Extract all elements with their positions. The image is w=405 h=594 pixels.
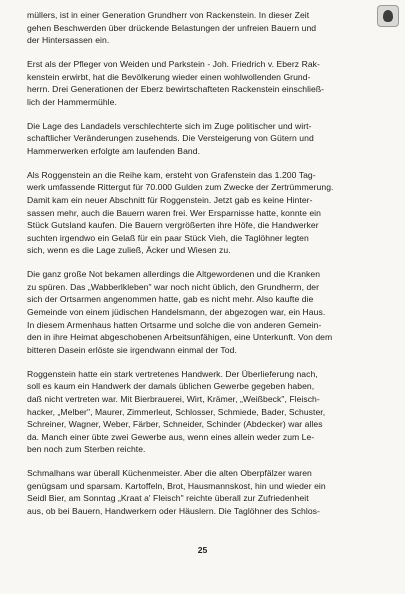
paragraph-5: [27, 268, 365, 356]
text-line: In diesem Armenhaus hatten Ortsarme und solche die von anderen Gemein-: [27, 319, 322, 330]
text-line: Roggenstein hatte ein stark vertretenes Handwerk. Der Überlieferung nach,: [27, 368, 318, 379]
paragraph-2: [27, 58, 365, 108]
text-line: soll es kaum ein Handwerk der damals üblichen Gewerbe gegeben haben,: [27, 381, 315, 392]
text-line: da. Manch einer übte zwei Gewerbe aus, wenn eines allein weder zum Le-: [27, 431, 315, 442]
text-line: Stück Gutsland kaufen. Die Bauern vergrößerten ihre Höfe, die Handwerker: [27, 220, 319, 231]
text-line: aus, ob bei Bauern, Handwerkern oder Häuslern. Die Taglöhner des Schlos-: [27, 505, 320, 516]
text-line: den in ihre Heimat abgeschobenen Arbeitsunfähigen, eine Unterkunft. Von dem: [27, 332, 333, 343]
text-line: sich, wenn es die Lage zuließ, Äcker und Wiesen zu.: [27, 245, 231, 256]
text-line: Schmalhans war überall Küchenmeister. Aber die alten Oberpfälzer waren: [27, 468, 312, 479]
text-line: der Hintersassen ein.: [27, 35, 110, 46]
text-line: Als Roggenstein an die Reihe kam, ersteht von Grafenstein das 1.200 Tag-: [27, 169, 316, 180]
text-line: Seidl Bier, am Sonntag „Kraat a' Fleisch" reichte überall zur Zufriedenheit: [27, 493, 309, 504]
page-number: 25: [197, 545, 208, 555]
text-line: genügsam und sparsam. Kartoffeln, Brot, Hausmannskost, hin und wieder ein: [27, 480, 326, 491]
paragraph-7: [27, 467, 365, 517]
text-line: Die ganz große Not bekamen allerdings die Altgewordenen und die Kranken: [27, 269, 321, 280]
text-line: zu spüren. Das „Wabberlkleben" war noch nicht üblich, den Grundherrn, der: [27, 281, 320, 292]
text-line: gehen Beschwerden über drückende Belastungen der unfreien Bauern und: [27, 22, 317, 33]
text-line: schaftlicher Veränderungen zusehends. Die Versteigerung von Gütern und: [27, 133, 314, 144]
text-line: Damit kam ein neuer Abschnitt für Roggenstein. Jetzt gab es keine Hinter-: [27, 195, 313, 206]
text-line: Schreiner, Wagner, Weber, Färber, Schneider, Schinder (Abdecker) war alles: [27, 419, 323, 430]
library-seal-icon: [377, 5, 399, 27]
text-line: bitteren Dasein erlöste sie irgendwann einmal der Tod.: [27, 344, 237, 355]
paragraph-1: [27, 9, 365, 47]
text-line: daß nicht vertreten war. Mit Bierbrauerei, Wirt, Krämer, „Weißbeck", Fleisch-: [27, 393, 320, 404]
text-line: Gemeinde von einem jüdischen Handelsmann, der abgezogen war, ein Haus.: [27, 307, 326, 318]
text-line: lich der Hammermühle.: [27, 96, 117, 107]
text-line: herrn. Drei Generationen der Eberz bewirtschafteten Rackenstein einschließ-: [27, 84, 325, 95]
body-text: [27, 9, 365, 529]
text-line: sassen mehr, auch die Bauern waren frei. Wer Ersparnisse hatte, konnte ein: [27, 207, 321, 218]
text-line: ben noch zum Sterben reichte.: [27, 444, 146, 455]
text-line: werk umfassende Rittergut für 70.000 Gulden zum Zwecke der Zertrümmerung.: [27, 182, 334, 193]
paragraph-4: [27, 169, 365, 257]
paragraph-3: [27, 120, 365, 158]
text-line: Die Lage des Landadels verschlechterte sich im Zuge politischer und wirt-: [27, 120, 312, 131]
text-line: suchten irgendwo ein Gelaß für ein paar Stück Vieh, die Taglöhner legten: [27, 232, 309, 243]
text-line: sich der Ortsarmen angenommen hatte, gab es nicht mehr. Also kaufte die: [27, 294, 314, 305]
text-line: müllers, ist in einer Generation Grundherr von Rackenstein. In dieser Zeit: [27, 10, 310, 20]
text-line: Erst als der Pfleger von Weiden und Parkstein - Joh. Friedrich v. Eberz Rak-: [27, 59, 320, 70]
text-line: hacker, „Melber", Maurer, Zimmerleut, Schlosser, Schmiede, Bader, Schuster,: [27, 406, 326, 417]
text-line: Hammerwerken erfolgte am laufenden Band.: [27, 145, 201, 156]
text-line: kenstein erwirbt, hat die Bevölkerung wieder einen wohlwollenden Grund-: [27, 71, 311, 82]
paragraph-6: [27, 368, 365, 456]
